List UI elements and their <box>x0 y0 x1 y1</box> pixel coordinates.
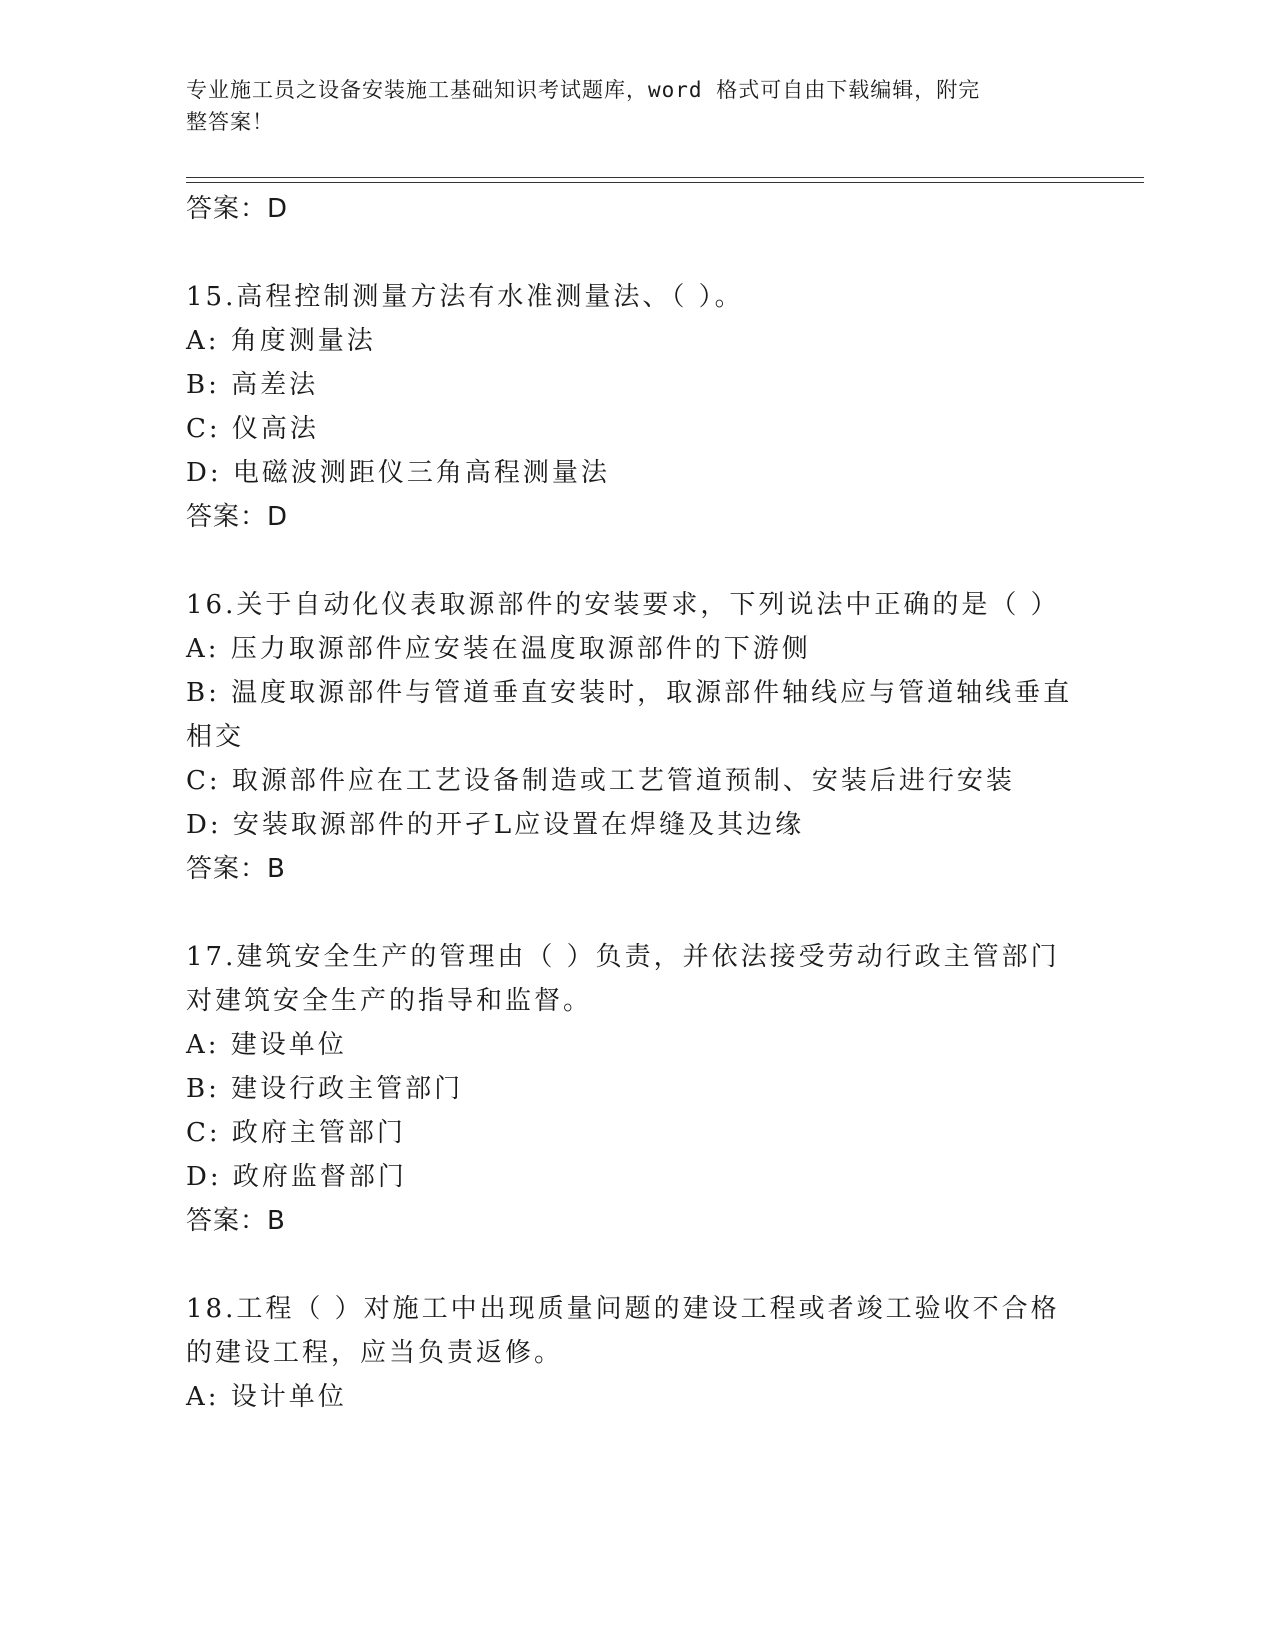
q15-option-d: D: 电磁波测距仪三角高程测量法 <box>186 458 610 488</box>
document-header <box>186 74 1066 138</box>
q15-option-b: B: 高差法 <box>186 370 319 400</box>
header-divider-top <box>186 177 1144 178</box>
question-18-continued: 的建设工程，应当负责返修。 <box>186 1338 564 1368</box>
q15-option-a: A: 角度测量法 <box>186 326 376 356</box>
q16-option-c: C: 取源部件应在工艺设备制造或工艺管道预制、安装后进行安装 <box>186 766 1015 796</box>
question-18: 18.工程（ ）对施工中出现质量问题的建设工程或者竣工验收不合格 <box>186 1294 1060 1324</box>
q17-option-a: A: 建设单位 <box>186 1030 347 1060</box>
q16-option-d: D: 安装取源部件的开孑L应设置在焊缝及其边缘 <box>186 810 805 840</box>
q17-option-d: D: 政府监督部门 <box>186 1162 407 1192</box>
q17-option-c: C: 政府主管部门 <box>186 1118 406 1148</box>
answer-16: 答案：B <box>186 854 286 884</box>
question-15: 15.高程控制测量方法有水准测量法、（ ）。 <box>186 282 744 312</box>
q15-option-c: C: 仪高法 <box>186 414 319 444</box>
question-17-continued: 对建筑安全生产的指导和监督。 <box>186 986 593 1016</box>
q17-option-b: B: 建设行政主管部门 <box>186 1074 464 1104</box>
header-line-2: 整答案！ <box>186 110 274 134</box>
question-17: 17.建筑安全生产的管理由（ ）负责，并依法接受劳动行政主管部门 <box>186 942 1060 972</box>
header-divider-bottom <box>186 182 1144 183</box>
q18-option-a: A: 设计单位 <box>186 1382 347 1412</box>
answer-14: 答案：D <box>186 194 289 224</box>
q16-option-b-continued: 相交 <box>186 722 245 752</box>
q16-option-a: A: 压力取源部件应安装在温度取源部件的下游侧 <box>186 634 811 664</box>
answer-17: 答案：B <box>186 1206 286 1236</box>
q16-option-b: B: 温度取源部件与管道垂直安装时，取源部件轴线应与管道轴线垂直 <box>186 678 1073 708</box>
question-16: 16.关于自动化仪表取源部件的安装要求，下列说法中正确的是（ ） <box>186 590 1060 620</box>
answer-15: 答案：D <box>186 502 289 532</box>
header-line-1: 专业施工员之设备安装施工基础知识考试题库，word 格式可自由下载编辑，附完 <box>186 78 981 102</box>
